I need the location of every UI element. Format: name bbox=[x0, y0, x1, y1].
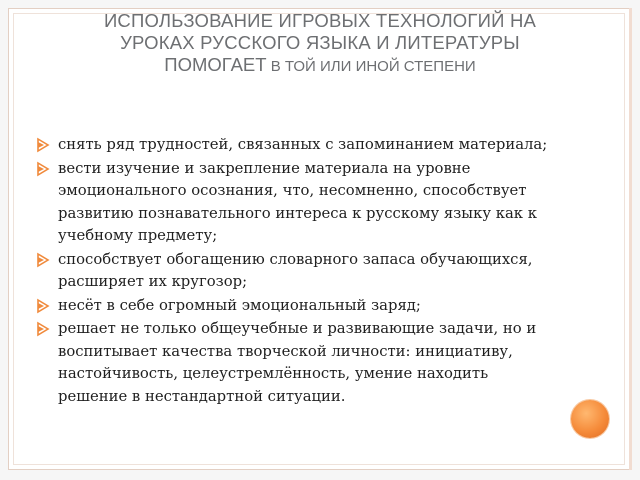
list-item bbox=[36, 134, 556, 157]
bullet-icon bbox=[36, 252, 50, 268]
bullet-list bbox=[36, 134, 556, 409]
orange-circle-decoration bbox=[571, 400, 609, 438]
title-line-3-rest: В ТОЙ ИЛИ ИНОЙ СТЕПЕНИ bbox=[266, 58, 476, 75]
list-item bbox=[36, 318, 556, 408]
list-item-text: решает не только общеучебные и развивающие задачи, но и воспитывает качества творческой личности: инициативу, настойчивость, целеустремлённость, умение находить решение в нестандартной ситуации. bbox=[58, 320, 537, 405]
list-item bbox=[36, 295, 556, 318]
right-edge-stripe bbox=[629, 8, 632, 470]
bullet-icon bbox=[36, 298, 50, 314]
list-item bbox=[36, 158, 556, 248]
title-line-1: ИСПОЛЬЗОВАНИЕ ИГРОВЫХ ТЕХНОЛОГИЙ НА bbox=[103, 10, 537, 31]
list-item-text: несёт в себе огромный эмоциональный заряд; bbox=[58, 296, 421, 314]
list-item-text: способствует обогащению словарного запаса обучающихся, расширяет их кругозор; bbox=[58, 250, 533, 290]
bullet-icon bbox=[36, 321, 50, 337]
list-item bbox=[36, 249, 556, 294]
title-line-3 bbox=[40, 54, 600, 78]
list-item-text: вести изучение и закрепление материала на уровне эмоционального осознания, что, несомненно, способствует развитию познавательного интереса к русскому языку как к учебному предмету; bbox=[58, 159, 537, 244]
list-item-text: снять ряд трудностей, связанных с запоминанием материала; bbox=[58, 136, 548, 153]
bullet-icon bbox=[36, 161, 50, 177]
title-line-3-emphasis: ПОМОГАЕТ bbox=[164, 54, 267, 75]
bullet-icon bbox=[36, 137, 50, 153]
title-line-2: УРОКАХ РУССКОГО ЯЗЫКА И ЛИТЕРАТУРЫ bbox=[120, 32, 520, 53]
slide-title bbox=[40, 10, 600, 78]
